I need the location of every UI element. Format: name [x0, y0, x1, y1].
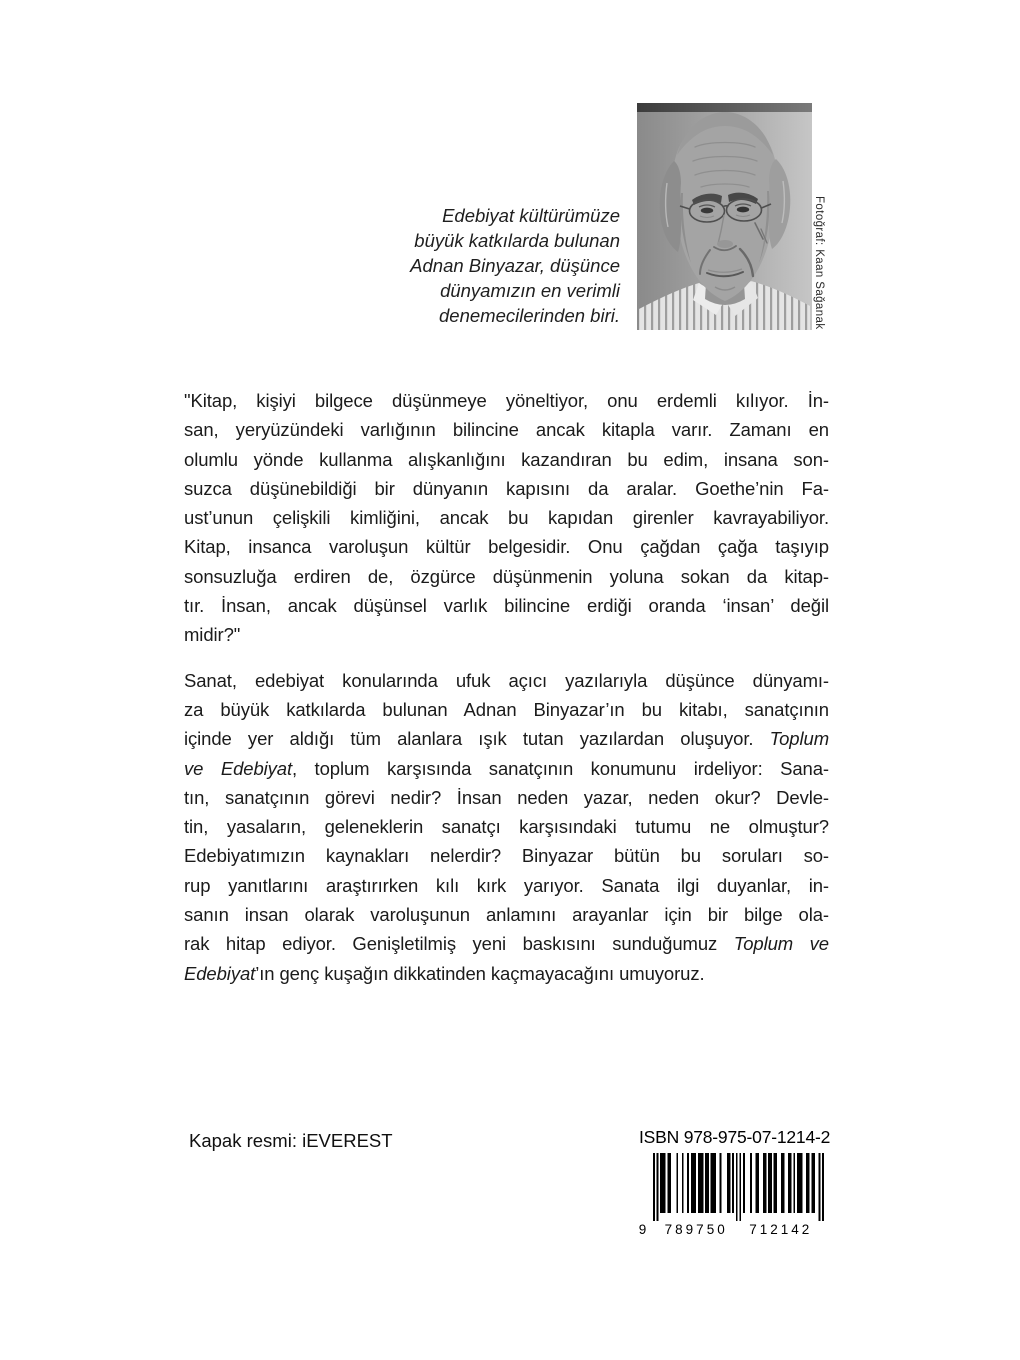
barcode-digits: 789750	[664, 1222, 728, 1237]
text-line: içinde yer aldığı tüm alanlara ışık tutan yazılardan oluşuyor. Toplum	[184, 728, 829, 750]
intro-line: büyük katkılarda bulunan	[414, 230, 620, 251]
text-line: "Kitap, kişiyi bilgece düşünmeye yöneltiyor, onu erdemli kılıyor. İn-	[184, 390, 829, 411]
text-line: Kitap, insanca varoluşun kültür belgesidir. Onu çağdan çağa taşıyıp	[184, 536, 829, 558]
text-line: Edebiyat’ın genç kuşağın dikkatinden kaçmayacağını umuyoruz.	[184, 962, 705, 984]
isbn-block	[639, 1127, 829, 1241]
text-line: olumlu yönde kullanma alışkanlığını kazandıran bu edim, insana son-	[184, 448, 829, 470]
text-line: Sanat, edebiyat konularında ufuk açıcı yazılarıyla düşünce dünyamı-	[184, 669, 829, 691]
paragraph	[184, 666, 829, 988]
barcode-digits: 9	[639, 1222, 650, 1237]
text-line: sanın insan olarak varoluşunun anlamını arayanlar için bir bilge ola-	[184, 904, 829, 926]
text-line: tın, sanatçının görevi nedir? İnsan neden yazar, neden okur? Devle-	[184, 786, 829, 808]
intro-line: denemecilerinden biri.	[439, 305, 620, 326]
intro-line: Edebiyat kültürümüze	[442, 205, 620, 226]
isbn-label: ISBN 978-975-07-1214-2	[639, 1127, 831, 1147]
text-line: sonsuzluğa erdiren de, özgürce düşünmenin yoluna sokan da kitap-	[184, 565, 829, 587]
text-line: rak hitap ediyor. Genişletilmiş yeni baskısını sunduğumuz Toplum ve	[184, 933, 829, 955]
text-line: tin, yasaların, geleneklerin sanatçı karşısındaki tutumu ne olmuştur?	[184, 816, 829, 838]
text-line: midir?"	[184, 624, 241, 646]
photo-credit: Fotoğraf: Kaan Sağanak	[813, 196, 825, 330]
author-photo	[637, 103, 812, 330]
text-line: Edebiyatımızın kaynakları nelerdir? Binyazar bütün bu soruları so-	[184, 845, 829, 867]
text-line: ust’unun çelişkili kimliğini, ancak bu kapıdan girenler kavrayabiliyor.	[184, 507, 829, 529]
barcode-digits: 712142	[749, 1222, 813, 1237]
text-line: ve Edebiyat, toplum karşısında sanatçının konumunu irdeliyor: Sana-	[184, 757, 829, 779]
intro-line: Adnan Binyazar, düşünce	[410, 255, 620, 276]
ean13-barcode	[639, 1153, 829, 1241]
back-cover-text	[184, 386, 829, 1004]
text-line: za büyük katkılarda bulunan Adnan Binyazar’ın bu kitabı, sanatçının	[184, 698, 829, 720]
text-line: tır. İnsan, ancak düşünsel varlık bilincine erdiği oranda ‘insan’ değil	[184, 595, 829, 617]
text-line: san, yeryüzündeki varlığının bilincine ancak kitapla varır. Zamanı en	[184, 419, 829, 441]
intro-line: dünyamızın en verimli	[440, 280, 620, 301]
text-line: rup yanıtlarını araştırırken kılı kırk yarıyor. Sanata ilgi duyanlar, in-	[184, 874, 829, 896]
paragraph	[184, 386, 829, 650]
cover-image-credit: Kapak resmi: iEVEREST	[189, 1130, 393, 1151]
author-portrait-illustration	[637, 103, 812, 330]
text-line: suzca düşünebildiği bir dünyanın kapısını da aralar. Goethe’nin Fa-	[184, 477, 829, 499]
author-intro-text	[360, 203, 620, 328]
